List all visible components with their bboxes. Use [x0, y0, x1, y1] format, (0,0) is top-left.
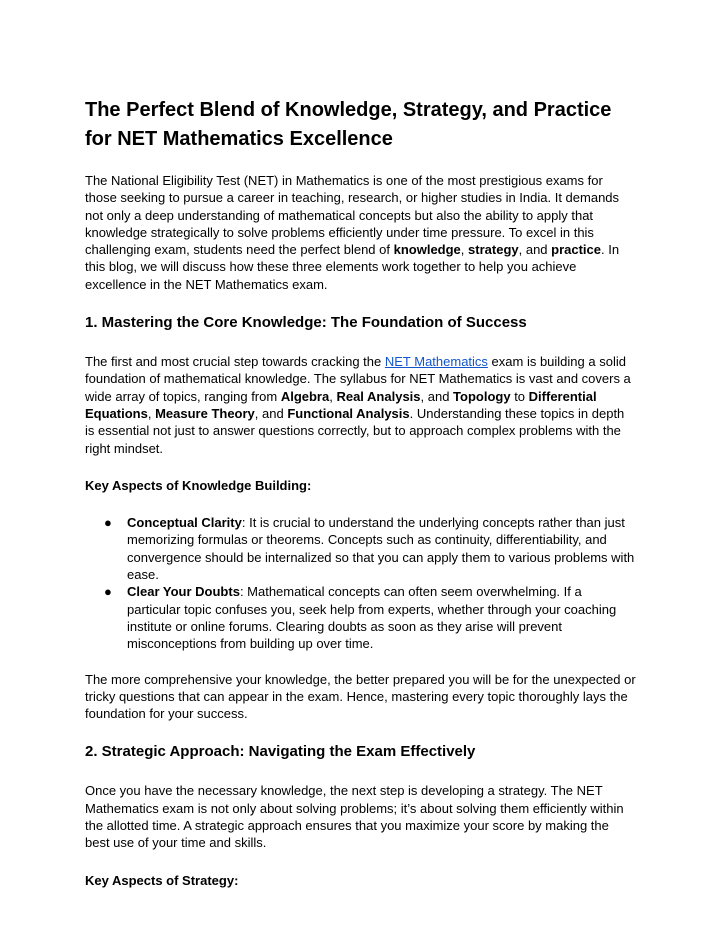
- s1-text-4: , and: [420, 388, 454, 404]
- s1-bold-real-analysis: Real Analysis: [336, 388, 421, 404]
- s1-text-7: , and: [254, 405, 288, 421]
- s1-bold-measure-theory: Measure Theory: [155, 405, 255, 421]
- knowledge-aspects-heading: Key Aspects of Knowledge Building:: [85, 477, 312, 493]
- section2-paragraph: Once you have the necessary knowledge, the next step is developing a strategy. The NET Mathematics exam is not only about solving problems; it’s about solving them efficiently within the allotted time. A strategic approach ensures that you maximize your score by making the best use of your time and skills.: [85, 783, 624, 851]
- bullet-icon: ●: [104, 584, 112, 600]
- list-item-text: : Mathematical concepts can often seem overwhelming. If a particular topic confuses you, seek help from experts, whether through your coaching institute or online forums. Clearing doubts as soon as they arise will prevent misconceptions from building up over time.: [127, 584, 617, 652]
- bullet-icon: ●: [104, 515, 112, 531]
- intro-text-3: , and: [518, 242, 552, 258]
- intro-text-2: ,: [460, 242, 469, 258]
- s1-bold-algebra: Algebra: [280, 388, 330, 404]
- intro-text-4: . In this blog, we will discuss how these three elements work together to help you achieve excellence in the NET Mathematics exam.: [85, 242, 620, 292]
- s1-text-2: exam is building a solid foundation of mathematical knowledge. The syllabus for NET Mathematics is vast and covers a wide array of topics, ranging from: [85, 354, 631, 404]
- s1-bold-topology: Topology: [453, 388, 511, 404]
- intro-paragraph: [85, 172, 637, 293]
- list-item: [85, 514, 637, 583]
- page-title: The Perfect Blend of Knowledge, Strategy, and Practice for NET Mathematics Excellence: [85, 99, 612, 150]
- net-mathematics-link[interactable]: NET Mathematics: [384, 354, 488, 370]
- list-item-title: Conceptual Clarity: [127, 515, 242, 531]
- intro-bold-practice: practice: [551, 242, 602, 258]
- intro-bold-knowledge: knowledge: [393, 242, 461, 258]
- s1-text-6: ,: [147, 405, 156, 421]
- s1-bold-differential-equations: Differential Equations: [85, 388, 597, 421]
- list-item: [85, 583, 637, 652]
- s1-text-8: . Understanding these topics in depth is essential not just to answer questions correctly, but to approach complex problems with the right mindset.: [85, 405, 625, 456]
- section1-heading: 1. Mastering the Core Knowledge: The Foundation of Success: [85, 314, 527, 332]
- list-item-text: : It is crucial to understand the underlying concepts rather than just memorizing formulas or theorems. Concepts such as continuity, differentiability, and convergence should be internalized so that you can apply them to various problems with ease.: [127, 515, 635, 583]
- s1-text-5: to: [510, 388, 529, 404]
- document-body: [85, 96, 637, 909]
- strategy-aspects-heading: Key Aspects of Strategy:: [85, 872, 239, 888]
- section1-paragraph: [85, 353, 637, 457]
- s1-text-1: The first and most crucial step towards cracking the: [85, 354, 385, 370]
- list-item-title: Clear Your Doubts: [127, 584, 240, 600]
- section2-heading: 2. Strategic Approach: Navigating the Exam Effectively: [85, 743, 476, 761]
- section1-closing-paragraph: The more comprehensive your knowledge, the better prepared you will be for the unexpected or tricky questions that can appear in the exam. Hence, mastering every topic thoroughly lays the foundation for your success.: [85, 671, 636, 722]
- s1-bold-functional-analysis: Functional Analysis: [287, 405, 410, 421]
- intro-bold-strategy: strategy: [468, 242, 519, 258]
- s1-text-3: ,: [329, 388, 337, 404]
- knowledge-aspects-list: [85, 514, 637, 652]
- intro-text-1: The National Eligibility Test (NET) in Mathematics is one of the most prestigious exams for those seeking to pursue a career in teaching, research, or higher studies in India. It demands not only a deep understanding of mathematical concepts but also the ability to apply that knowledge strategically to solve problems efficiently under time pressure. To excel in this challenging exam, students need the perfect blend of: [85, 173, 620, 258]
